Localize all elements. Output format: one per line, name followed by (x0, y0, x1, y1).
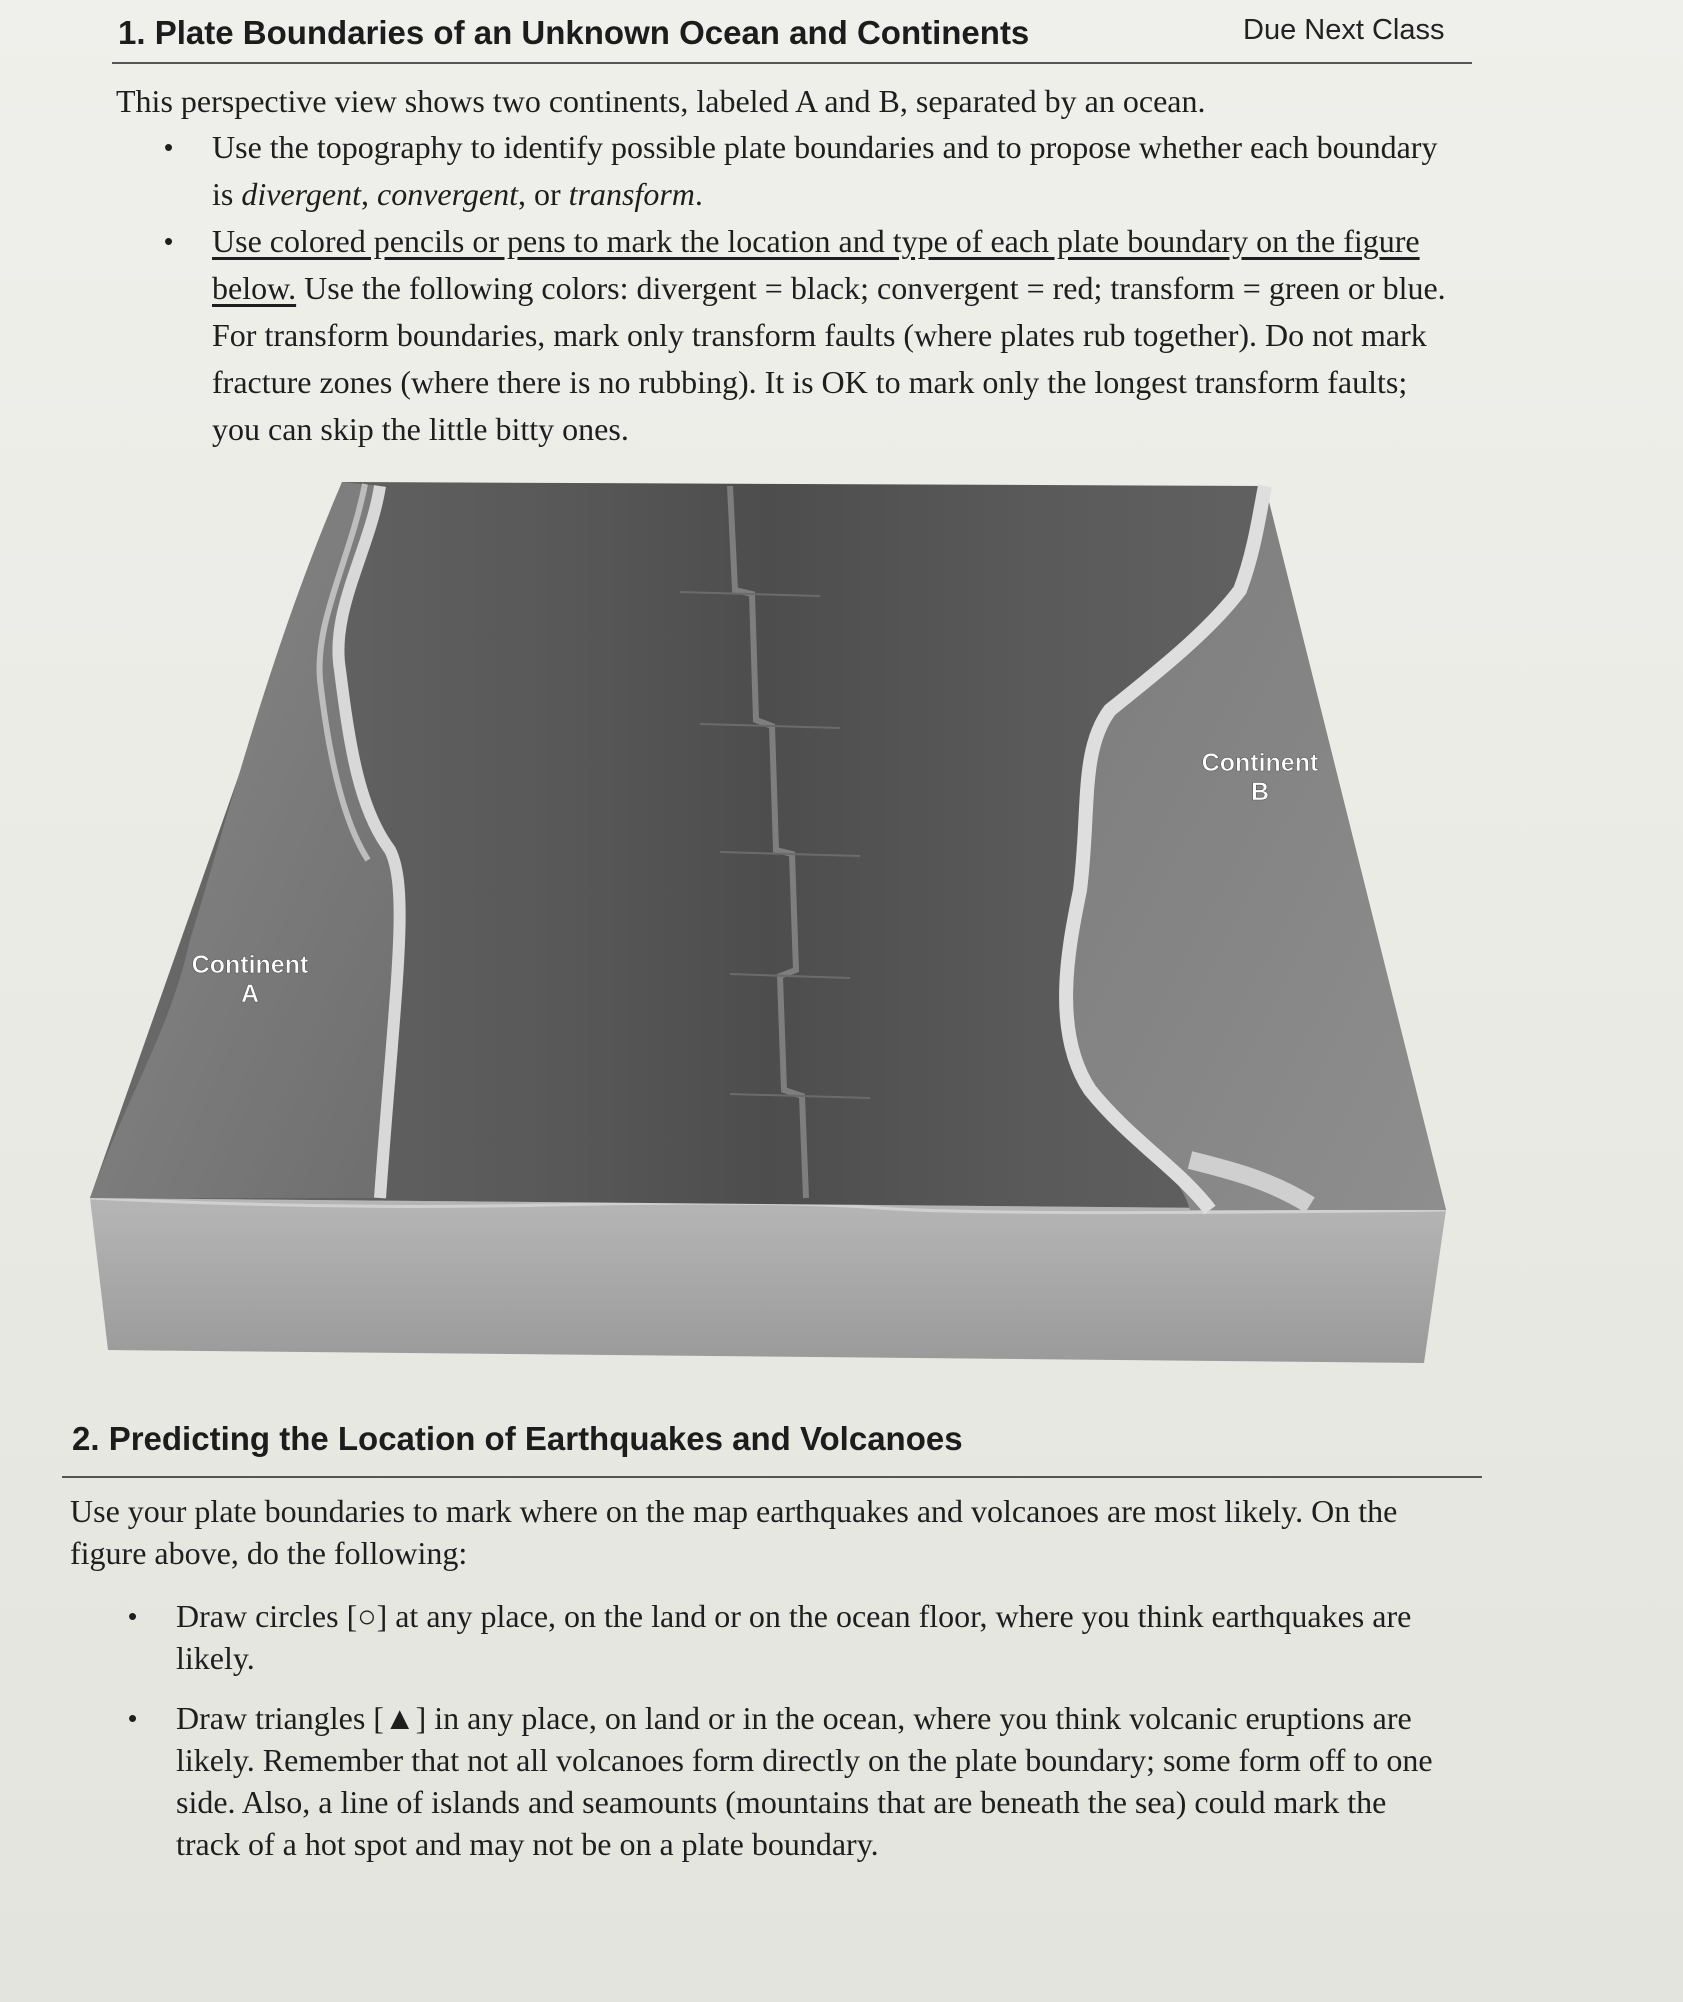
section2-intro: Use your plate boundaries to mark where on the map earthquakes and volcanoes are most likely. On the figure above, do the following: (70, 1493, 1398, 1571)
section2-bullet-circles (128, 1595, 1436, 1679)
section2-bullet2-text: Draw triangles [▲] in any place, on land or in the ocean, where you think volcanic eruptions are likely. Remember that not all volcanoes form directly on the plate boundary; some form off to one side. Also, a line of islands and seamounts (mountains that are beneath the sea) could mark the track of a hot spot and may not be on a plate boundary. (176, 1700, 1433, 1862)
section2-divider (62, 1476, 1482, 1478)
bullet-dot: • (128, 1601, 138, 1631)
bullet-dot: • (164, 132, 174, 162)
section2-bullet-triangles (128, 1697, 1436, 1865)
bullet1-text: Use the topography to identify possible plate boundaries and to propose whether each boundary is (212, 129, 1438, 212)
section1-bullet-colors (164, 218, 1452, 453)
term-transform: transform (568, 176, 695, 212)
bullet2-underlined: Use colored pencils or pens to mark the location and type of each plate boundary on the figure below. (212, 223, 1420, 306)
section1-bullets (164, 124, 1452, 453)
section1-title: 1. Plate Boundaries of an Unknown Ocean and Continents (118, 14, 1030, 51)
bullet2-rest: Use the following colors: divergent = black; convergent = red; transform = green or blue. For transform boundaries, mark only transform faults (where plates rub together). Do not mark fracture zones (where there is no rubbing). It is OK to mark only the longest transform faults; you can skip the little bitty ones. (212, 270, 1446, 447)
term-convergent: convergent (377, 176, 518, 212)
block-front-side (90, 1198, 1446, 1363)
section2-title: 2. Predicting the Location of Earthquakes and Volcanoes (72, 1420, 963, 1457)
section2-bullet1-text: Draw circles [○] at any place, on the land or on the ocean floor, where you think earthquakes are likely. (176, 1598, 1412, 1676)
bullet1-sep1: , (361, 176, 377, 212)
continent-b-label-line1: Continent (1201, 749, 1319, 777)
bullet-dot: • (164, 226, 174, 256)
bullet-dot: • (128, 1703, 138, 1733)
section2-bullets (128, 1595, 1436, 1865)
continent-a-label-line1: Continent (191, 951, 309, 979)
continent-a-label-line2: A (240, 980, 260, 1008)
section1-intro: This perspective view shows two continents, labeled A and B, separated by an ocean. (116, 83, 1206, 119)
section1-divider (112, 62, 1472, 64)
term-divergent: divergent (241, 176, 361, 212)
section1-bullet-topography (164, 124, 1452, 218)
bullet1-end: . (694, 176, 703, 212)
bullet1-sep2: , or (517, 176, 569, 212)
ocean-perspective-figure (80, 470, 1460, 1370)
due-date: Due Next Class (1243, 14, 1445, 46)
continent-b-label-line2: B (1250, 778, 1270, 806)
